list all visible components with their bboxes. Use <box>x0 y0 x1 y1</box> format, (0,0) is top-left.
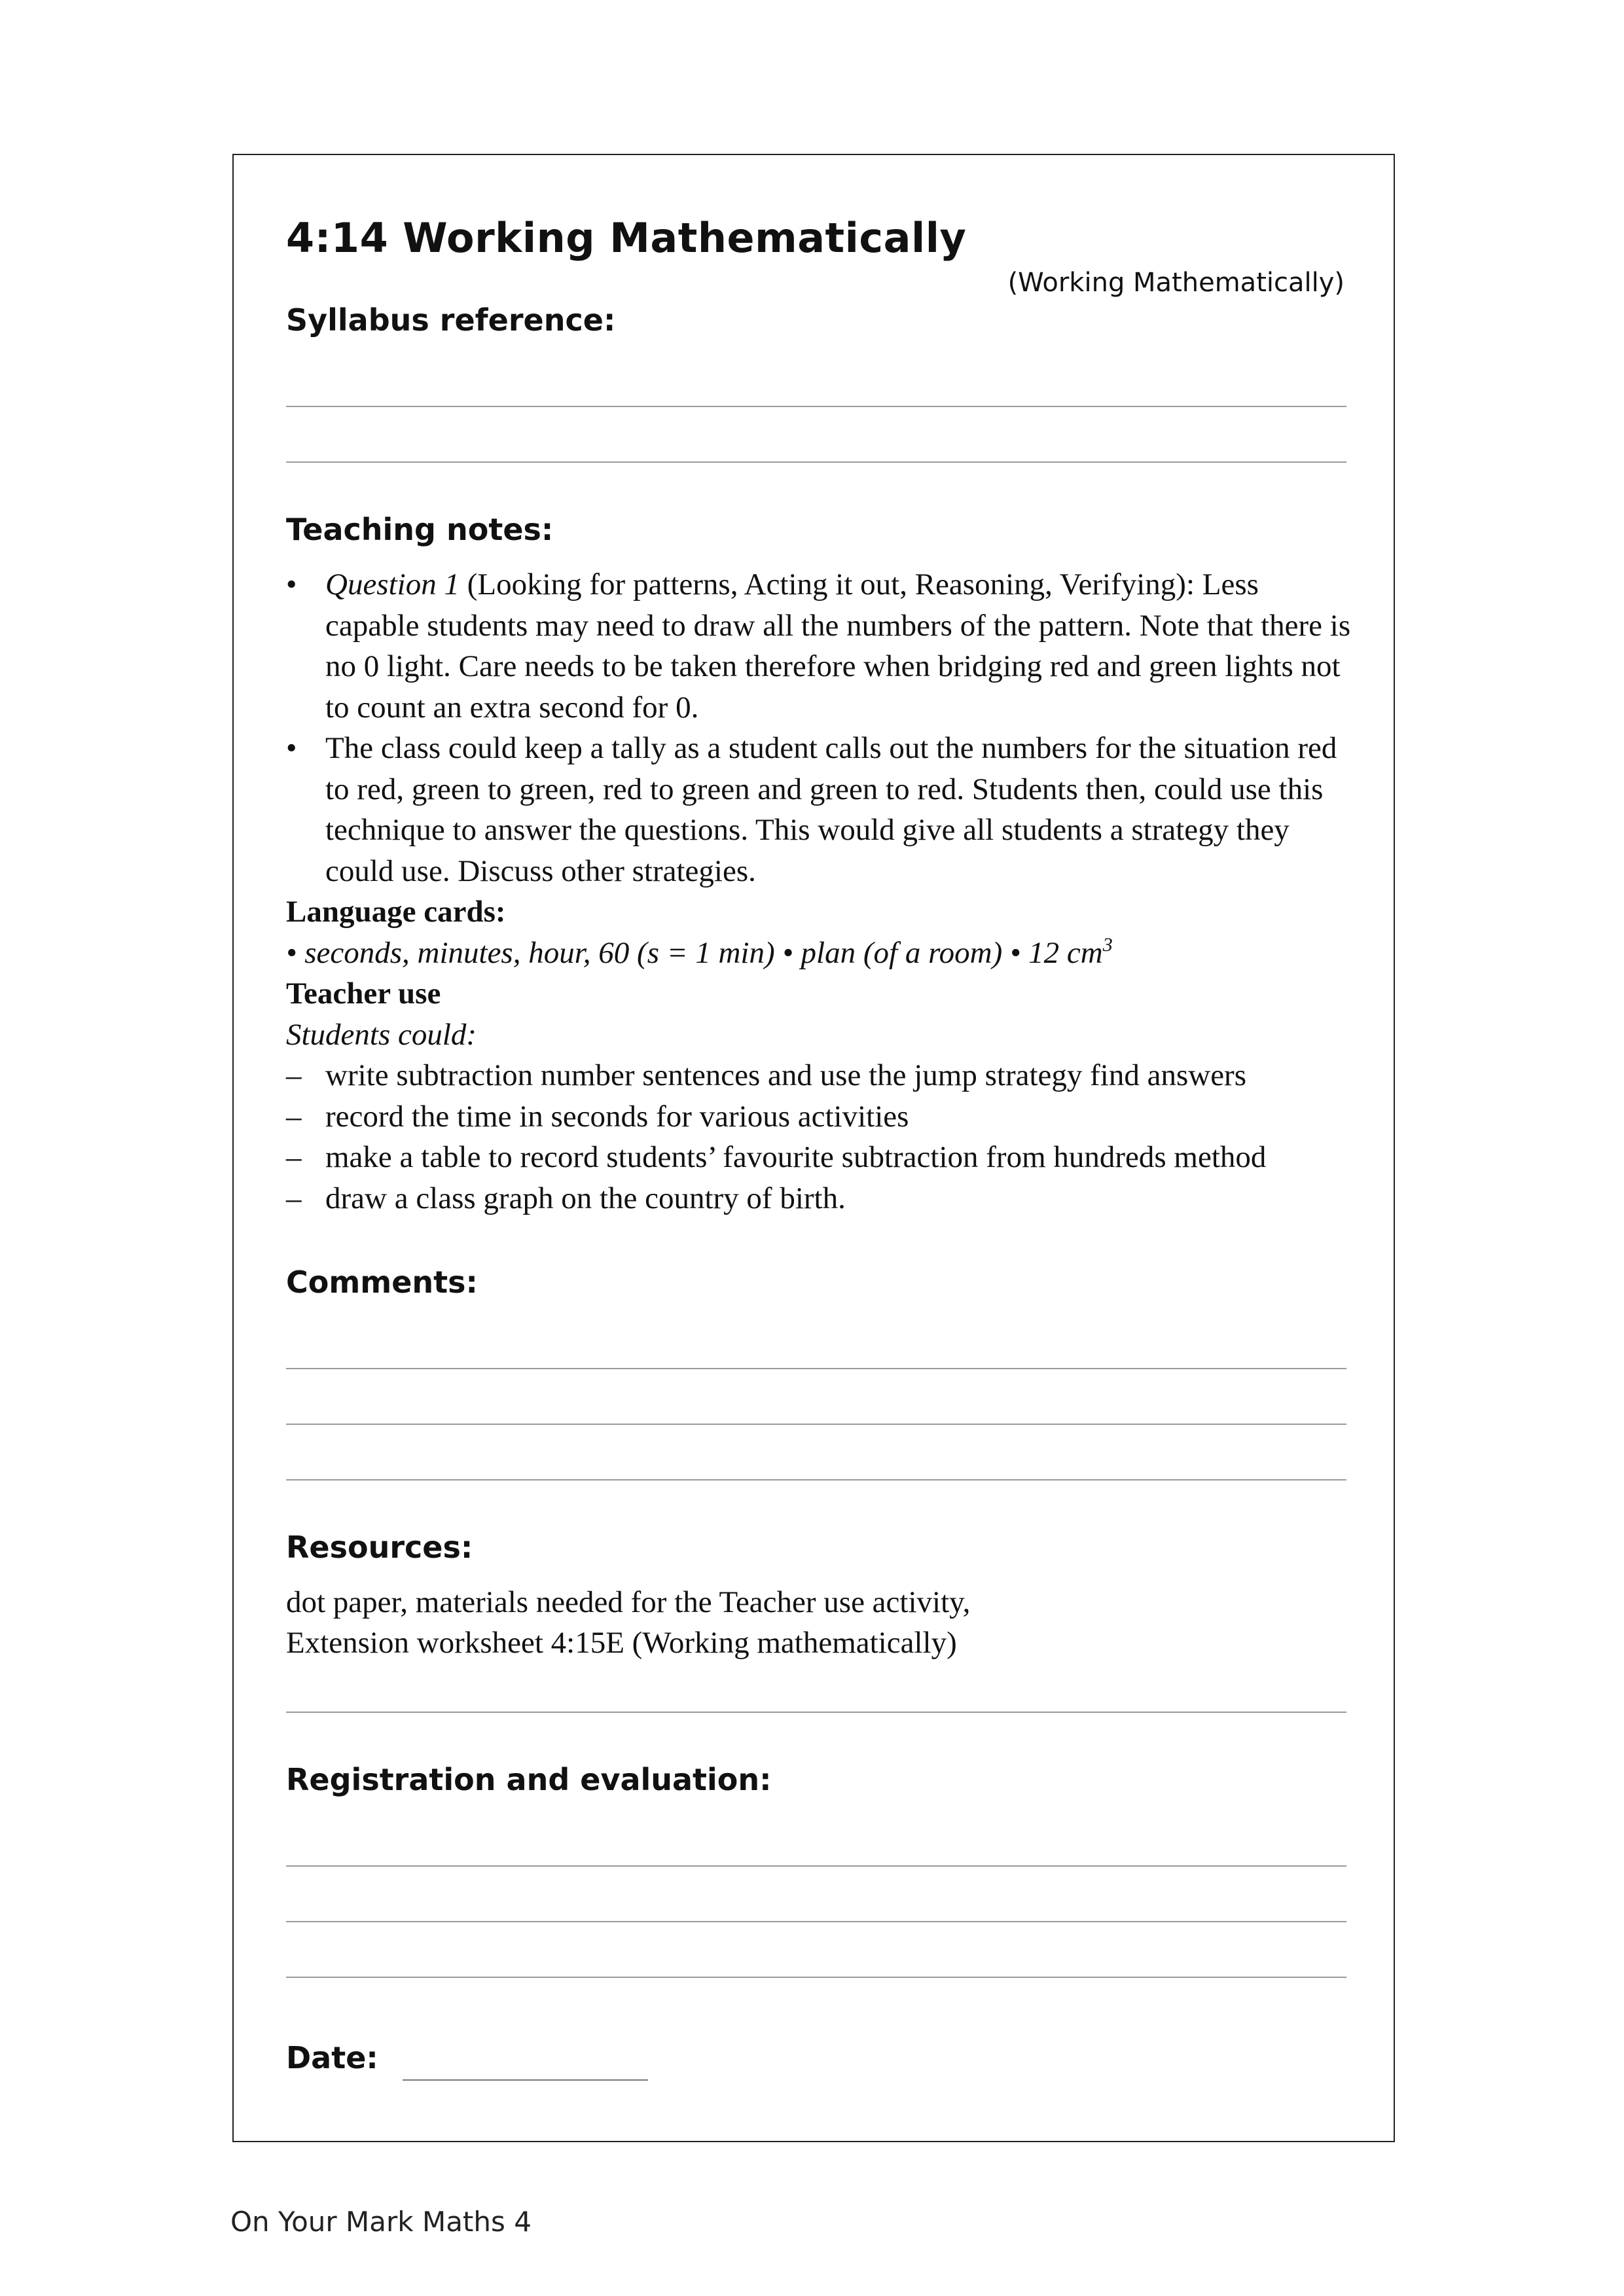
language-cards-superscript: 3 <box>1102 933 1113 956</box>
note-bullet-2-text: The class could keep a tally as a student calls out the numbers for the situation red to red, green to green, red to green and green to red. Students then, could use this technique to answer the questions. This would give all students a strategy they could use. Discuss other strategies. <box>325 731 1337 888</box>
registration-writing-line-3 <box>286 1977 1346 1978</box>
students-could-label: Students could: <box>286 1017 477 1052</box>
dash-icon: – <box>286 1099 302 1134</box>
date-writing-line <box>403 2079 648 2081</box>
note-bullet-1 <box>286 564 1360 728</box>
activity-text: draw a class graph on the country of birth. <box>325 1181 846 1215</box>
syllabus-heading: Syllabus reference: <box>286 302 616 338</box>
activity-item <box>286 1178 1360 1219</box>
comments-heading: Comments: <box>286 1265 478 1300</box>
question-reference: Question 1 <box>325 567 460 601</box>
language-cards-heading: Language cards: <box>286 895 506 929</box>
teaching-notes-body <box>286 564 1360 1219</box>
activity-item <box>286 1055 1360 1096</box>
syllabus-writing-line-1 <box>286 406 1346 407</box>
dash-icon: – <box>286 1181 302 1215</box>
activity-item <box>286 1137 1360 1178</box>
dash-icon: – <box>286 1058 302 1092</box>
activity-text: make a table to record students’ favourite subtraction from hundreds method <box>325 1140 1267 1174</box>
resources-heading: Resources: <box>286 1530 473 1565</box>
language-cards-text: • seconds, minutes, hour, 60 (s = 1 min) • plan (of a room) • 12 cm <box>286 935 1103 970</box>
registration-writing-line-2 <box>286 1921 1346 1922</box>
comments-writing-line-2 <box>286 1424 1346 1425</box>
resources-writing-line <box>286 1712 1346 1713</box>
date-label: Date: <box>286 2040 378 2075</box>
teacher-use-heading: Teacher use <box>286 977 441 1011</box>
bullet-icon: • <box>286 567 297 601</box>
language-cards-list <box>286 933 1360 974</box>
activity-text: record the time in seconds for various activities <box>325 1099 909 1134</box>
registration-writing-line-1 <box>286 1865 1346 1867</box>
page-subtitle: (Working Mathematically) <box>1007 268 1344 298</box>
page-footer: On Your Mark Maths 4 <box>230 2206 532 2238</box>
registration-heading: Registration and evaluation: <box>286 1762 772 1797</box>
dash-icon: – <box>286 1140 302 1174</box>
teaching-notes-heading: Teaching notes: <box>286 512 554 547</box>
syllabus-writing-line-2 <box>286 461 1346 463</box>
resources-line-1: dot paper, materials needed for the Teacher use activity, <box>286 1585 971 1619</box>
activity-text: write subtraction number sentences and use the jump strategy find answers <box>325 1058 1246 1092</box>
comments-writing-line-3 <box>286 1479 1346 1480</box>
note-bullet-2 <box>286 728 1360 891</box>
bullet-icon: • <box>286 731 297 765</box>
comments-writing-line-1 <box>286 1368 1346 1369</box>
worksheet-frame <box>232 154 1395 2142</box>
activity-item <box>286 1096 1360 1138</box>
resources-line-2: Extension worksheet 4:15E (Working mathematically) <box>286 1626 957 1660</box>
note-bullet-1-text: (Looking for patterns, Acting it out, Reasoning, Verifying): Less capable students may need to draw all the numbers of the pattern. Note that there is no 0 light. Care needs to be taken therefore when bridging red and green lights not to count an extra second for 0. <box>325 567 1351 725</box>
resources-body <box>286 1582 1360 1663</box>
page-title: 4:14 Working Mathematically <box>286 214 967 262</box>
